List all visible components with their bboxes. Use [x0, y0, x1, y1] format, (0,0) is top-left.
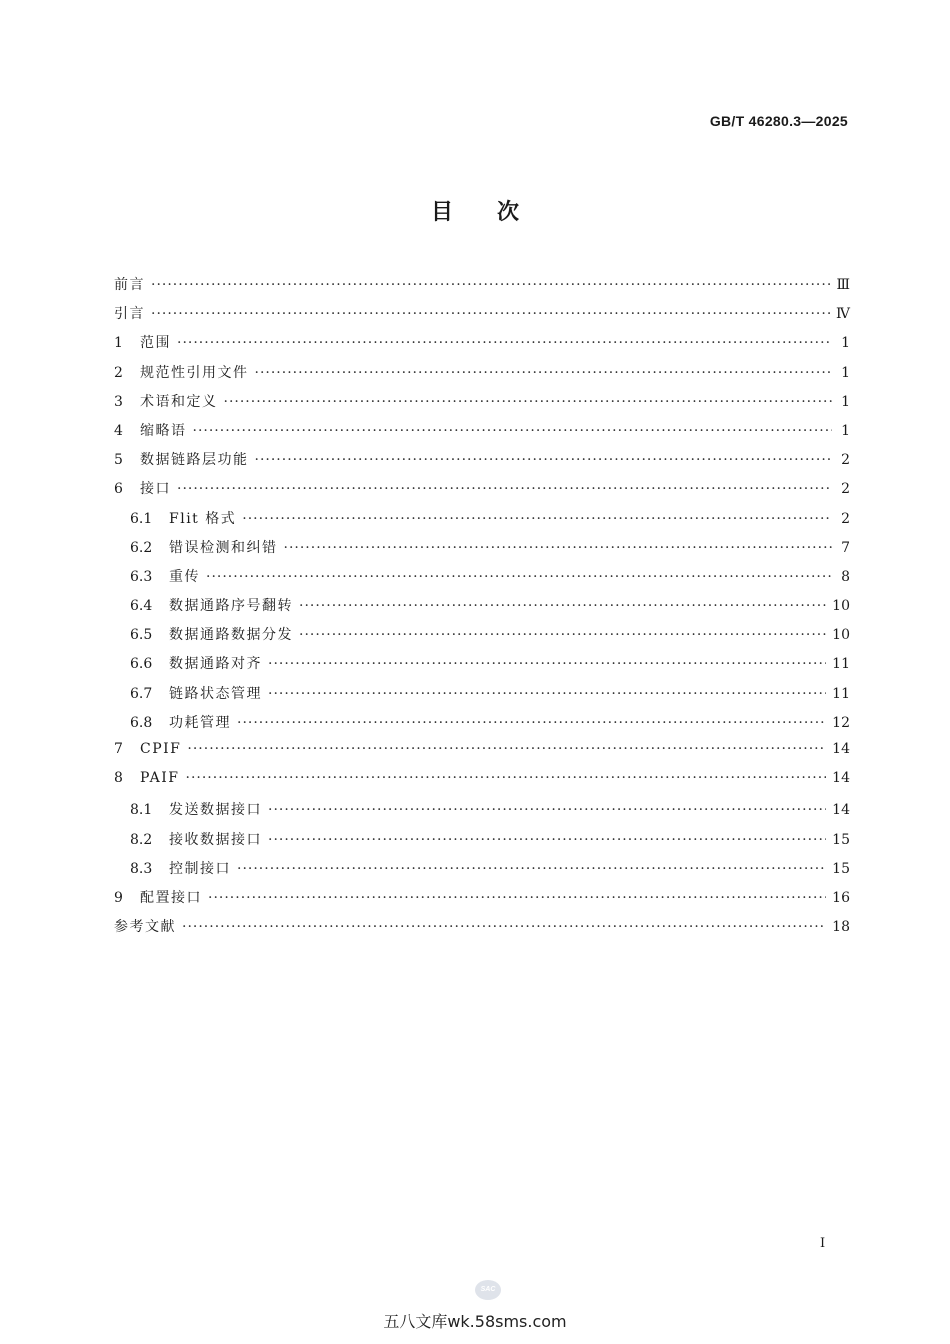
toc-entry-label: 链路状态管理	[169, 685, 262, 702]
toc-entry-number: 7	[114, 741, 123, 757]
toc-entry-number: 1	[114, 335, 123, 352]
toc-entry-label: 范围	[140, 335, 171, 352]
toc-entry-number: 8.2	[130, 831, 153, 848]
toc-entry-page: 14	[832, 741, 850, 757]
toc-entry-label: 重传	[169, 568, 200, 585]
toc-leader-dots	[182, 919, 826, 935]
toc-entry-page: 14	[832, 802, 850, 819]
toc-entry-number: 6.3	[130, 568, 153, 585]
toc-leader-dots	[208, 890, 826, 906]
toc-entry-page: 1	[841, 364, 850, 381]
toc-entry-label: 控制接口	[169, 860, 231, 877]
toc-entry-label: 参考文献	[114, 919, 176, 936]
toc-leader-dots	[242, 511, 832, 527]
toc-entry-page: 11	[832, 685, 850, 702]
toc-entry-page: Ⅳ	[836, 306, 850, 323]
toc-entry-page: 12	[832, 714, 850, 731]
toc-entry-number: 3	[114, 393, 123, 410]
toc-entry-page: 10	[832, 627, 850, 644]
toc-entry[interactable]	[114, 537, 850, 566]
toc-entry-label: 缩略语	[140, 422, 187, 439]
standard-code: GB/T 46280.3—2025	[709, 113, 848, 129]
table-of-contents	[114, 274, 850, 945]
toc-entry-page: 8	[841, 568, 850, 585]
watermark-text: 五八文库wk.58sms.com	[383, 1312, 567, 1331]
toc-entry-label: PAIF	[140, 770, 180, 787]
toc-entry-number: 6.4	[130, 598, 153, 615]
toc-entry-label: 引言	[114, 306, 145, 323]
toc-entry[interactable]	[114, 595, 850, 624]
toc-entry-label: 错误检测和纠错	[169, 539, 278, 556]
toc-entry[interactable]	[114, 478, 850, 507]
toc-leader-dots	[186, 770, 827, 786]
toc-leader-dots	[268, 832, 826, 848]
toc-entry-page: 11	[832, 656, 850, 673]
toc-entry-page: 2	[841, 481, 850, 498]
toc-entry-number: 4	[114, 422, 123, 439]
toc-leader-dots	[255, 452, 833, 468]
toc-entry-label: Flit 格式	[169, 510, 237, 527]
toc-entry-page: 1	[841, 422, 850, 439]
toc-entry-number: 6.5	[130, 627, 153, 644]
toc-entry[interactable]	[114, 829, 850, 858]
toc-entry-page: 7	[841, 539, 850, 556]
toc-entry-label: 功耗管理	[169, 714, 231, 731]
toc-leader-dots	[151, 277, 830, 293]
toc-entry-page: 16	[832, 889, 850, 906]
toc-entry-label: 配置接口	[140, 889, 202, 906]
toc-entry[interactable]	[114, 683, 850, 712]
toc-entry-number: 8.1	[130, 802, 153, 819]
toc-entry-label: 接口	[140, 481, 171, 498]
toc-entry[interactable]	[114, 887, 850, 916]
toc-leader-dots	[299, 598, 826, 614]
toc-entry-label: 术语和定义	[140, 393, 218, 410]
logo-icon: SAC	[475, 1280, 501, 1300]
toc-entry-number: 8.3	[130, 860, 153, 877]
toc-entry[interactable]	[114, 624, 850, 653]
toc-entry-label: 数据通路对齐	[169, 656, 262, 673]
toc-entry[interactable]	[114, 916, 850, 945]
toc-entry-page: 14	[832, 770, 850, 787]
toc-entry[interactable]	[114, 449, 850, 478]
toc-leader-dots	[284, 540, 833, 556]
toc-entry-page: 2	[841, 510, 850, 527]
toc-entry-page: 1	[841, 393, 850, 410]
toc-entry[interactable]	[114, 799, 850, 828]
toc-entry-page: 15	[832, 860, 850, 877]
toc-entry[interactable]	[114, 653, 850, 682]
toc-leader-dots	[177, 481, 832, 497]
toc-leader-dots	[224, 394, 833, 410]
toc-entry-label: 规范性引用文件	[140, 364, 249, 381]
page-number: I	[820, 1236, 826, 1251]
toc-leader-dots	[193, 423, 833, 439]
toc-entry[interactable]	[114, 858, 850, 887]
toc-entry-label: 接收数据接口	[169, 831, 262, 848]
toc-entry-label: 数据通路数据分发	[169, 627, 293, 644]
toc-entry[interactable]	[114, 362, 850, 391]
toc-entry-number: 6.2	[130, 539, 153, 556]
toc-entry-number: 8	[114, 770, 123, 787]
toc-leader-dots	[237, 861, 826, 877]
toc-entry-label: 数据通路序号翻转	[169, 598, 293, 615]
toc-leader-dots	[206, 569, 832, 585]
toc-entry[interactable]	[114, 712, 850, 741]
toc-entry-label: CPIF	[140, 741, 182, 757]
toc-entry[interactable]	[114, 332, 850, 361]
toc-leader-dots	[268, 802, 826, 818]
toc-entry-number: 9	[114, 889, 123, 906]
toc-entry-number: 6.8	[130, 714, 153, 731]
toc-entry-number: 6.6	[130, 656, 153, 673]
toc-leader-dots	[187, 741, 826, 757]
toc-entry[interactable]	[114, 741, 850, 770]
toc-leader-dots	[151, 306, 830, 322]
toc-entry[interactable]	[114, 391, 850, 420]
toc-entry-page: Ⅲ	[836, 277, 850, 293]
toc-entry-number: 6.1	[130, 510, 153, 527]
toc-entry-page: 2	[841, 452, 850, 469]
toc-leader-dots	[237, 715, 826, 731]
toc-entry-label: 数据链路层功能	[140, 452, 249, 469]
toc-entry-number: 5	[114, 452, 123, 469]
toc-entry-number: 6.7	[130, 685, 153, 702]
toc-entry-label: 前言	[114, 277, 145, 293]
toc-entry-page: 15	[832, 831, 850, 848]
toc-entry-label: 发送数据接口	[169, 802, 262, 819]
toc-leader-dots	[177, 335, 832, 351]
toc-entry[interactable]	[114, 274, 850, 303]
toc-entry[interactable]	[114, 770, 850, 799]
toc-entry[interactable]	[114, 420, 850, 449]
toc-leader-dots	[299, 627, 826, 643]
toc-entry[interactable]	[114, 566, 850, 595]
toc-leader-dots	[268, 686, 826, 702]
toc-entry-number: 2	[114, 364, 123, 381]
toc-entry-page: 18	[832, 919, 850, 936]
toc-entry[interactable]	[114, 303, 850, 332]
toc-entry[interactable]	[114, 508, 850, 537]
toc-entry-page: 10	[832, 598, 850, 615]
toc-leader-dots	[255, 365, 833, 381]
toc-leader-dots	[268, 656, 826, 672]
page-title: 目次	[430, 199, 563, 225]
toc-entry-page: 1	[841, 335, 850, 352]
toc-entry-number: 6	[114, 481, 123, 498]
